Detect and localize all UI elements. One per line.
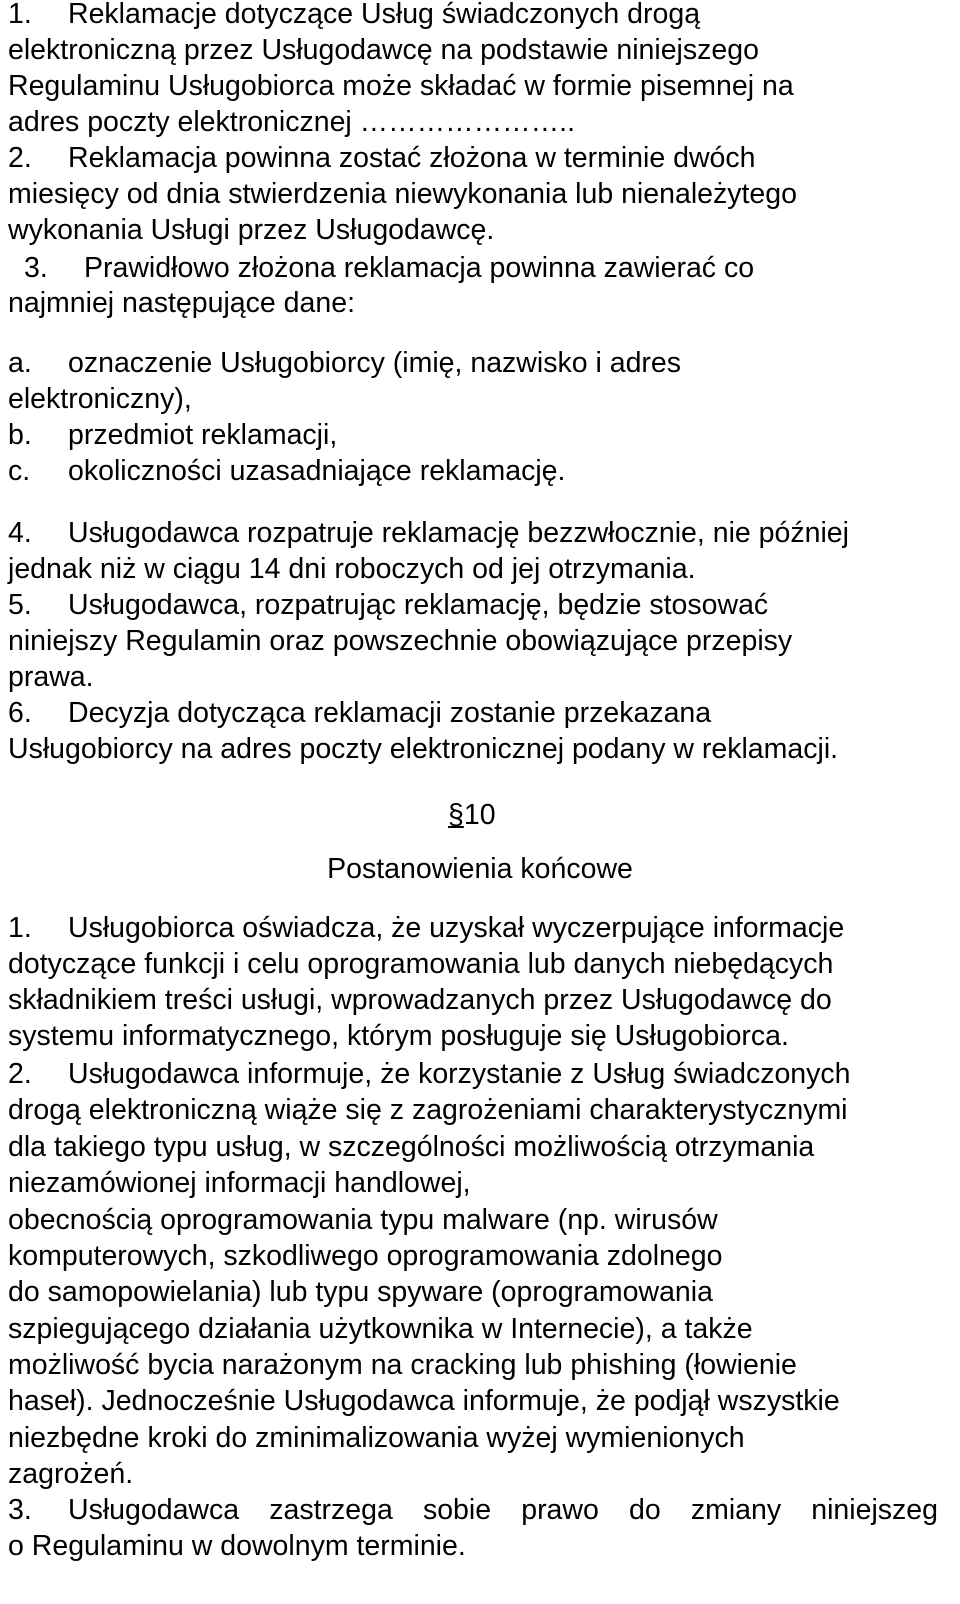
paragraph-text-line: niniejszy Regulamin oraz powszechnie obowiązujące przepisy (8, 625, 793, 657)
paragraph-text-line: niezbędne kroki do zminimalizowania wyżej wymienionych (8, 1422, 745, 1454)
paragraph-number: 5. (8, 589, 32, 621)
list-item (8, 345, 681, 381)
paragraph-text-line: Usługobiorca oświadcza, że uzyskał wyczerpujące informacje (68, 912, 845, 944)
paragraph-text-line: dotyczące funkcji i celu oprogramowania lub danych niebędących (8, 948, 834, 980)
paragraph-text-line: Reklamacja powinna zostać złożona w terminie dwóch (68, 142, 756, 174)
paragraph-text-line: zagrożeń. (8, 1458, 134, 1490)
section-number-value: 10 (463, 799, 496, 831)
paragraph-text-line: o Regulaminu w dowolnym terminie. (8, 1530, 466, 1562)
paragraph-text-line: miesięcy od dnia stwierdzenia niewykonania lub nienależytego (8, 178, 797, 210)
paragraph-text-line: Usługobiorcy na adres poczty elektronicznej podany w reklamacji. (8, 733, 839, 765)
paragraph-text-line: Reklamacje dotyczące Usług świadczonych drogą (68, 0, 701, 30)
section-sign: § (448, 799, 464, 831)
paragraph-text-line: Usługodawca, rozpatrując reklamację, będzie stosować (68, 589, 769, 621)
list-marker: c. (8, 455, 31, 487)
list-item (8, 453, 565, 489)
paragraph-text-line: komputerowych, szkodliwego oprogramowania zdolnego (8, 1240, 723, 1272)
paragraph-number: 2. (8, 142, 32, 174)
paragraph-number: 1. (8, 912, 32, 944)
list-marker: a. (8, 347, 32, 379)
paragraph-text-line: wykonania Usługi przez Usługodawcę. (8, 214, 495, 246)
paragraph-text-line: dla takiego typu usług, w szczególności możliwością otrzymania (8, 1131, 815, 1163)
paragraph-number: 1. (8, 0, 32, 30)
paragraph-text-line: szpiegującego działania użytkownika w Internecie), a także (8, 1313, 753, 1345)
list-item-text: oznaczenie Usługobiorcy (imię, nazwisko i adres (68, 347, 682, 379)
paragraph-number: 2. (8, 1058, 32, 1090)
paragraph-text-line: obecnością oprogramowania typu malware (np. wirusów (8, 1204, 718, 1236)
paragraph-text-line: Usługodawca informuje, że korzystanie z Usług świadczonych (68, 1058, 851, 1090)
paragraph-text-line: Regulaminu Usługobiorca może składać w formie pisemnej na (8, 70, 794, 102)
paragraph-number: 3. (24, 252, 48, 284)
paragraph-text-line: elektroniczną przez Usługodawcę na podstawie niniejszego (8, 34, 759, 66)
list-marker: b. (8, 419, 32, 451)
paragraph-text-line: Usługodawca zastrzega sobie prawo do zmiany niniejszeg (68, 1494, 938, 1526)
paragraph-number: 6. (8, 697, 32, 729)
list-item-text: okoliczności uzasadniające reklamację. (68, 455, 566, 487)
list-item (8, 417, 337, 453)
section-number (448, 797, 496, 833)
paragraph-number: 4. (8, 517, 32, 549)
paragraph-text-line: haseł). Jednocześnie Usługodawca informuje, że podjął wszystkie (8, 1385, 840, 1417)
paragraph-text-line: adres poczty elektronicznej ………………….. (8, 106, 576, 138)
paragraph-text-line: systemu informatycznego, którym posługuje się Usługobiorca. (8, 1020, 789, 1052)
section-heading: Postanowienia końcowe (327, 853, 633, 885)
paragraph-text-line: możliwość bycia narażonym na cracking lub phishing (łowienie (8, 1349, 797, 1381)
paragraph-text-line: drogą elektroniczną wiąże się z zagrożeniami charakterystycznymi (8, 1094, 848, 1126)
paragraph-text-line: jednak niż w ciągu 14 dni roboczych od jej otrzymania. (8, 553, 696, 585)
list-item-text: elektroniczny), (8, 383, 192, 415)
paragraph-text-line: niezamówionej informacji handlowej, (8, 1167, 471, 1199)
paragraph-text-line: najmniej następujące dane: (8, 287, 355, 319)
list-item-text: przedmiot reklamacji, (68, 419, 338, 451)
paragraph-number: 3. (8, 1494, 32, 1526)
paragraph-text-line: składnikiem treści usługi, wprowadzanych przez Usługodawcę do (8, 984, 832, 1016)
paragraph-text-line: do samopowielania) lub typu spyware (oprogramowania (8, 1276, 713, 1308)
paragraph-text-line: prawa. (8, 661, 94, 693)
paragraph-text-line: Prawidłowo złożona reklamacja powinna zawierać co (84, 252, 755, 284)
paragraph-text-line: Decyzja dotycząca reklamacji zostanie przekazana (68, 697, 712, 729)
paragraph-text-line: Usługodawca rozpatruje reklamację bezzwłocznie, nie później (68, 517, 849, 549)
